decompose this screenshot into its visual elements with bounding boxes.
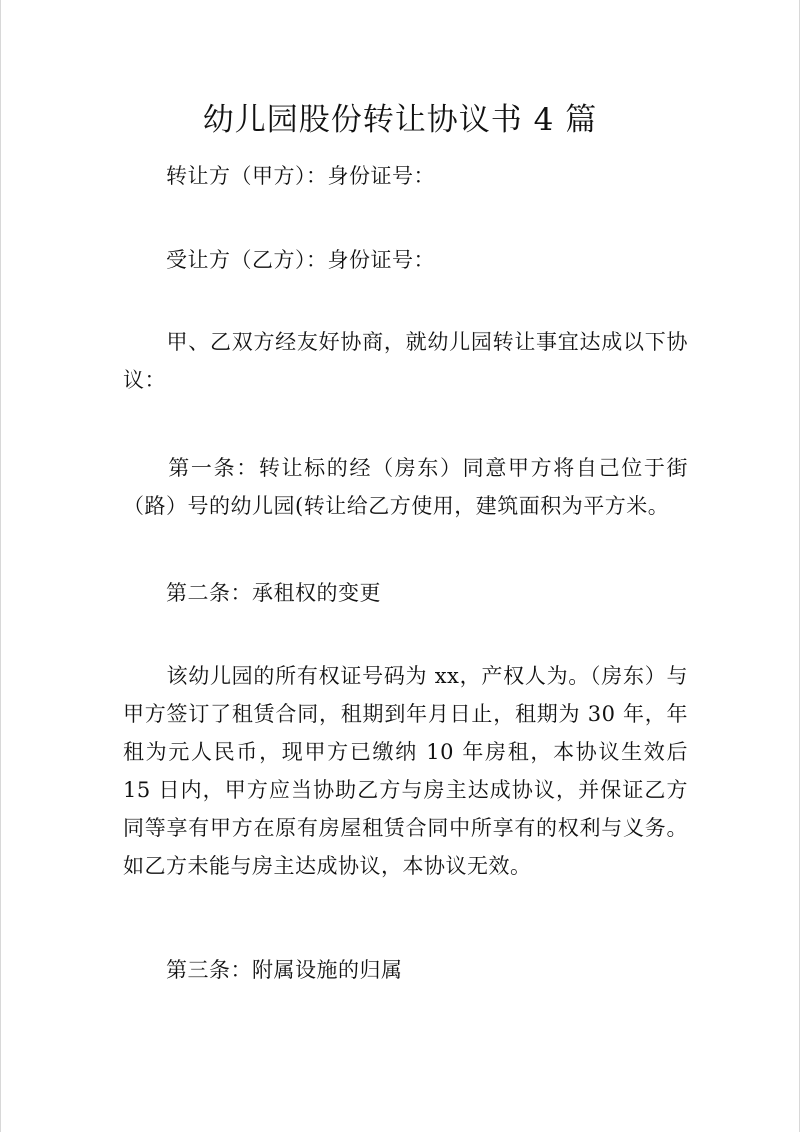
paragraph-article-3-heading: 第三条：附属设施的归属 xyxy=(123,958,403,982)
document-title: 幼儿园股份转让协议书 4 篇 xyxy=(202,102,598,138)
paragraph-transferee: 受让方（乙方）：身份证号： xyxy=(123,248,435,272)
paragraph-transferor: 转让方（甲方）：身份证号： xyxy=(123,164,435,188)
paragraph-article-2-heading: 第二条：承租权的变更 xyxy=(123,581,381,605)
paragraph-preamble: 甲、乙双方经友好协商，就幼儿园转让事宜达成以下协议： xyxy=(123,330,688,392)
paragraph-article-2-body: 该幼儿园的所有权证号码为 xx，产权人为。（房东）与甲方签订了租赁合同，租期到年月日止，租期为 30 年，年租为元人民币，现甲方已缴纳 10 年房租，本协议生效后 15 日内，甲方应当协助乙方与房主达成协议，并保证乙方同等享有甲方在原有房屋租赁合同中所享有的权利与义务。如乙方未能与房主达成协议，本协议无效。 xyxy=(123,664,696,878)
paragraph-article-1: 第一条：转让标的经（房东）同意甲方将自己位于街（路）号的幼儿园(转让给乙方使用，建筑面积为平方米。 xyxy=(123,456,688,518)
